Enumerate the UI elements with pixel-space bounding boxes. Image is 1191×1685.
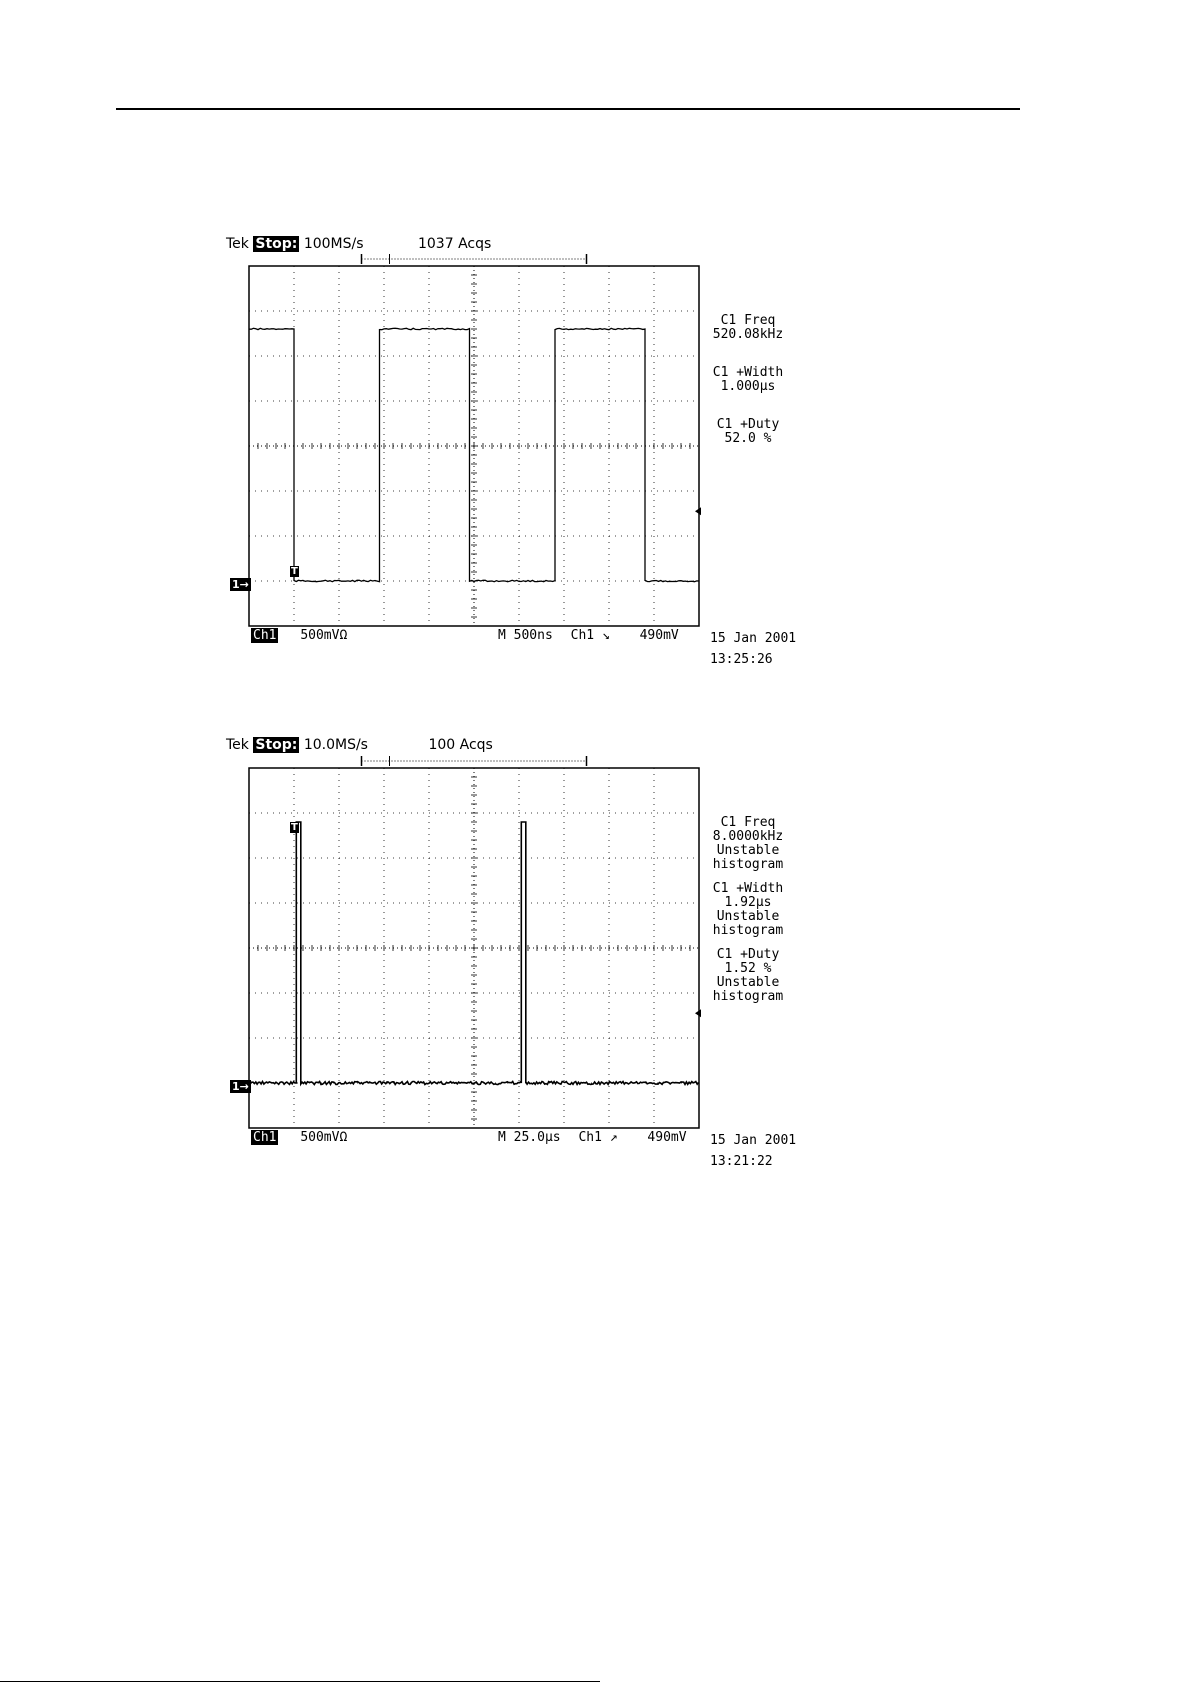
- scope-2-footer-left: [251, 1130, 347, 1145]
- meas-width-label: C1 +Width: [712, 365, 784, 380]
- scope-2-trigger-level-arrow: [695, 1009, 701, 1017]
- scope-1-date: 15 Jan 2001: [710, 631, 797, 646]
- scope-2-datetime: [710, 1130, 796, 1172]
- scope-1-state: Stop:: [255, 236, 298, 252]
- scope-1-frame: [249, 266, 699, 626]
- scope-2-measurements: [700, 816, 796, 1004]
- bottom-rule: [0, 1681, 600, 1682]
- scope-1-footer-right: [498, 628, 679, 643]
- scope-2-channel: Ch1: [253, 1130, 277, 1145]
- scope-1-trig-level: 490mV: [639, 628, 679, 643]
- scope-1-trig-source: Ch1: [570, 628, 595, 643]
- scope-1-channel: Ch1: [253, 628, 277, 643]
- meas2-freq-note2: histogram: [712, 857, 784, 872]
- meas2-width-note2: histogram: [712, 923, 784, 938]
- meas-width-value: 1.000µs: [720, 379, 776, 394]
- scope-2-trig-level: 490mV: [647, 1130, 687, 1145]
- meas2-duty-label: C1 +Duty: [716, 947, 780, 962]
- scope-2-brand: Tek: [226, 737, 249, 753]
- scope-2-ground-marker: 1→: [232, 1080, 249, 1093]
- meas2-freq-note1: Unstable: [716, 843, 780, 858]
- scope-2-trigger-marker: T: [291, 822, 298, 833]
- meas2-width-label: C1 +Width: [712, 881, 784, 896]
- scope-1-datetime: [710, 628, 796, 670]
- scope-1-trigger-level-arrow: [695, 507, 701, 515]
- meas-duty-value: 52.0 %: [724, 431, 772, 446]
- scope-2-date: 15 Jan 2001: [710, 1133, 797, 1148]
- scope-2-timebase: M 25.0µs: [498, 1130, 561, 1145]
- scope-1-footer-left: [251, 628, 347, 643]
- scope-1-scale: 500mVΩ: [300, 628, 348, 643]
- scope-2-acqs: 100 Acqs: [428, 737, 493, 753]
- scope-1-ground-marker: 1→: [232, 578, 249, 591]
- scope-2-state: Stop:: [255, 737, 298, 753]
- meas2-freq-value: 8.0000kHz: [712, 829, 784, 844]
- scope-2-header: [226, 737, 493, 753]
- meas2-width-note1: Unstable: [716, 909, 780, 924]
- top-rule: [116, 108, 1020, 110]
- scope-2-trig-source: Ch1: [578, 1130, 602, 1145]
- meas2-duty-note2: histogram: [712, 989, 784, 1004]
- meas2-width-value: 1.92µs: [724, 895, 772, 910]
- meas2-freq-label: C1 Freq: [720, 815, 776, 830]
- scope-2-scale: 500mVΩ: [300, 1130, 348, 1145]
- scope-1-trig-slope: ↘: [601, 628, 610, 643]
- scope-1-header: [226, 236, 491, 252]
- scope-2-sample-rate: 10.0MS/s: [303, 737, 368, 753]
- scope-1-measurements: [700, 314, 796, 446]
- scope-2-time: 13:21:22: [710, 1154, 773, 1169]
- scope-1-trigger-marker: T: [291, 566, 298, 577]
- meas-duty-label: C1 +Duty: [716, 417, 780, 432]
- meas-freq-value: 520.08kHz: [712, 327, 784, 342]
- meas2-duty-value: 1.52 %: [724, 961, 772, 976]
- scope-2-trig-slope: ↗: [609, 1130, 618, 1145]
- scope-1-acqs: 1037 Acqs: [417, 236, 492, 252]
- meas-freq-label: C1 Freq: [720, 313, 776, 328]
- scope-1-waveform: [249, 328, 699, 581]
- scope-2-frame: [249, 768, 699, 1128]
- scope-1-brand: Tek: [226, 236, 249, 252]
- scope-1-timebase: M 500ns: [498, 628, 553, 643]
- meas2-duty-note1: Unstable: [716, 975, 780, 990]
- scope-2-waveform: [249, 822, 699, 1085]
- scope-2-footer-right: [498, 1130, 687, 1145]
- scope-1-sample-rate: 100MS/s: [303, 236, 364, 252]
- scope-1-time: 13:25:26: [710, 652, 773, 667]
